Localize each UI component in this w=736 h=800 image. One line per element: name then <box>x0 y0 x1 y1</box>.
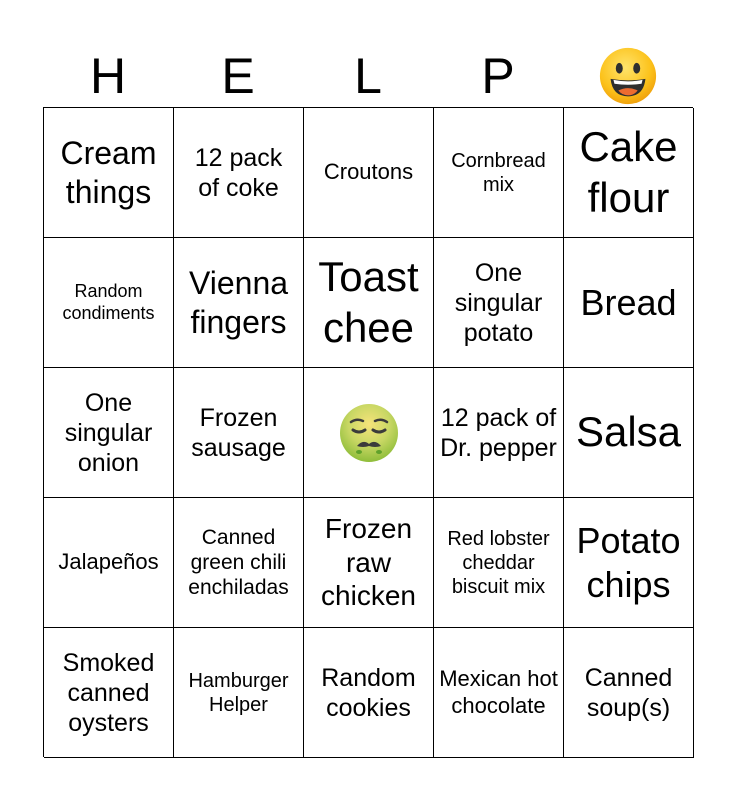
bingo-cell[interactable]: Cake flour <box>564 108 694 238</box>
header-letter-h: H <box>89 48 127 104</box>
free-space-cell[interactable] <box>304 368 434 498</box>
bingo-cell[interactable]: Random cookies <box>304 628 434 758</box>
bingo-cell[interactable]: 12 pack of Dr. pepper <box>434 368 564 498</box>
bingo-cell[interactable]: 12 pack of coke <box>174 108 304 238</box>
bingo-cell[interactable]: Salsa <box>564 368 694 498</box>
bingo-cell[interactable]: Cream things <box>44 108 174 238</box>
bingo-cell[interactable]: Bread <box>564 238 694 368</box>
bingo-cell[interactable]: Vienna fingers <box>174 238 304 368</box>
bingo-cell[interactable]: Mexican hot chocolate <box>434 628 564 758</box>
header-letter-e: E <box>221 48 255 104</box>
bingo-cell[interactable]: Cornbread mix <box>434 108 564 238</box>
bingo-cell[interactable]: One singular onion <box>44 368 174 498</box>
bingo-cell[interactable]: Hamburger Helper <box>174 628 304 758</box>
bingo-cell[interactable]: Toast chee <box>304 238 434 368</box>
bingo-cell[interactable]: Frozen sausage <box>174 368 304 498</box>
header-letter-l: L <box>354 48 382 104</box>
nauseated-face-icon <box>337 401 401 465</box>
grinning-face-icon <box>563 45 693 107</box>
bingo-cell[interactable]: Croutons <box>304 108 434 238</box>
bingo-cell[interactable]: Smoked canned oysters <box>44 628 174 758</box>
bingo-cell[interactable]: Red lobster cheddar biscuit mix <box>434 498 564 628</box>
bingo-cell[interactable]: Frozen raw chicken <box>304 498 434 628</box>
bingo-header <box>43 45 693 107</box>
bingo-cell[interactable]: Potato chips <box>564 498 694 628</box>
header-letter-p: P <box>481 48 515 104</box>
bingo-cell[interactable]: Canned soup(s) <box>564 628 694 758</box>
bingo-cell[interactable]: Canned green chili enchiladas <box>174 498 304 628</box>
bingo-grid <box>43 107 693 757</box>
bingo-cell[interactable]: One singular potato <box>434 238 564 368</box>
bingo-cell[interactable]: Random condiments <box>44 238 174 368</box>
bingo-cell[interactable]: Jalapeños <box>44 498 174 628</box>
